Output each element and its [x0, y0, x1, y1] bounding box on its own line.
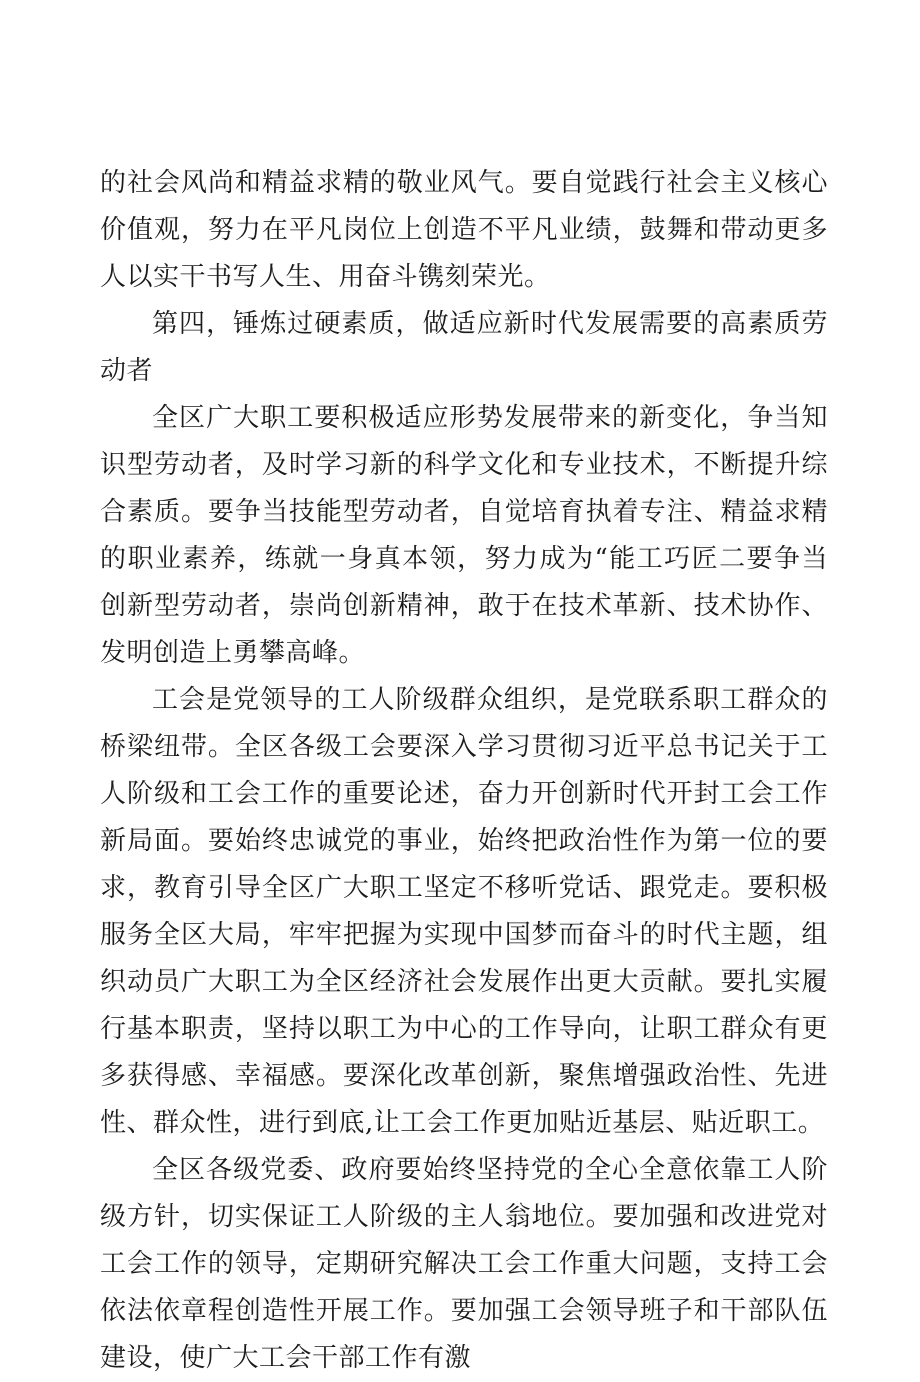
- paragraph-trade-union: 工会是党领导的工人阶级群众组织，是党联系职工群众的桥梁纽带。全区各级工会要深入学习贯彻习近平总书记关于工人阶级和工会工作的重要论述，奋力开创新时代开封工会工作新局面。要始终忠诚党的事业，始终把政治性作为第一位的要求，教育引导全区广大职工坚定不移听党话、跟党走。要积极服务全区大局，牢牢把握为实现中国梦而奋斗的时代主题，组织动员广大职工为全区经济社会发展作出更大贡献。要扎实履行基本职责，坚持以职工为中心的工作导向，让职工群众有更多获得感、幸福感。要深化改革创新，聚焦增强政治性、先进性、群众性，进行到底,让工会工作更加贴近基层、贴近职工。: [100, 685, 828, 1138]
- section-heading-fourth: 第四，锤炼过硬素质，做适应新时代发展需要的高素质劳动者: [100, 309, 828, 386]
- paragraph-workers-quality: 全区广大职工要积极适应形势发展带来的新变化，争当知识型劳动者，及时学习新的科学文化和专业技术，不断提升综合素质。要争当技能型劳动者，自觉培育执着专注、精益求精的职业素养，练就一身真本领，努力成为“能工巧匠二要争当创新型劳动者，崇尚创新精神，敢于在技术革新、技术协作、发明创造上勇攀高峰。: [100, 403, 828, 668]
- paragraph-continuation: 的社会风尚和精益求精的敬业风气。要自觉践行社会主义核心价值观，努力在平凡岗位上创造不平凡业绩，鼓舞和带动更多人以实干书写人生、用奋斗镌刻荣光。: [100, 168, 828, 292]
- document-body: [100, 160, 828, 1382]
- paragraph-party-committees: 全区各级党委、政府要始终坚持党的全心全意依靠工人阶级方针，切实保证工人阶级的主人翁地位。要加强和改进党对工会工作的领导，定期研究解决工会工作重大问题，支持工会依法依章程创造性开展工作。要加强工会领导班子和干部队伍建设，使广大工会干部工作有激: [100, 1155, 828, 1373]
